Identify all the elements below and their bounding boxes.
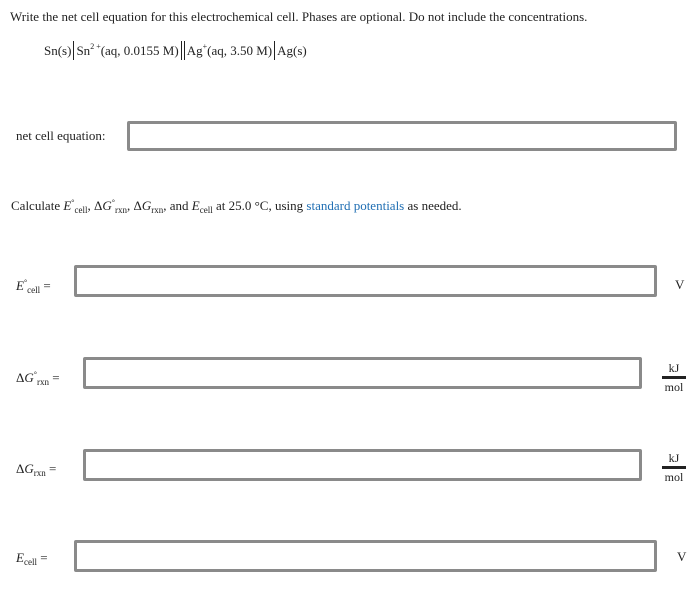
e-cell-std-symbol: $E^\circ_{cell}$: [63, 198, 88, 215]
standard-potentials-link[interactable]: standard potentials: [306, 198, 405, 213]
ion2-charge: +: [202, 42, 208, 51]
e-cell-std-input[interactable]: [74, 265, 657, 297]
phase-boundary: [274, 41, 275, 60]
ion2-conditions: (aq, 3.50 M): [207, 43, 273, 58]
dg-std-symbol: $\Delta G^\circ_{rxn}$: [94, 198, 127, 215]
e-cell-unit: V: [677, 549, 687, 564]
e-cell-label: $E_{cell}$ =: [16, 550, 48, 567]
dg-std-unit: kJ mol: [661, 361, 687, 394]
cathode-species: Ag(s): [277, 43, 307, 58]
net-equation-input[interactable]: [127, 121, 677, 151]
dg-label: $\Delta G_{rxn}$ =: [16, 461, 57, 478]
ion1-conditions: (aq, 0.0155 M): [100, 43, 179, 58]
e-cell-std-label: $E^\circ_{cell}$ =: [16, 278, 51, 295]
dg-std-label: $\Delta G^\circ_{rxn}$ =: [16, 370, 60, 387]
salt-bridge: [181, 41, 185, 60]
e-cell-input[interactable]: [74, 540, 657, 572]
ion2-base: Ag: [186, 43, 203, 58]
anode-species: Sn(s): [44, 43, 72, 58]
phase-boundary: [73, 41, 74, 60]
dg-unit: kJ mol: [661, 451, 687, 484]
net-equation-label: net cell equation:: [16, 128, 106, 143]
dg-std-input[interactable]: [83, 357, 642, 389]
instructions-text: Write the net cell equation for this electrochemical cell. Phases are optional. Do not include the concentrations.: [10, 9, 588, 24]
cell-notation: [44, 40, 307, 62]
e-cell-symbol: $E_{cell}$: [191, 198, 213, 215]
dg-symbol: $\Delta G_{rxn}$: [133, 198, 164, 215]
dg-input[interactable]: [83, 449, 642, 481]
fraction-bar: [662, 466, 686, 469]
ion1-base: Sn: [76, 43, 91, 58]
calculate-instructions: Calculate $E^\circ_{cell}$, $\Delta G^\circ_{rxn}$, $\Delta G_{rxn}$, and $E_{cell}$ at 25.0 °C, using standard potentials as needed.: [11, 198, 462, 215]
fraction-bar: [662, 376, 686, 379]
ion1-charge: 2 +: [90, 42, 101, 51]
e-cell-std-unit: V: [675, 277, 685, 292]
